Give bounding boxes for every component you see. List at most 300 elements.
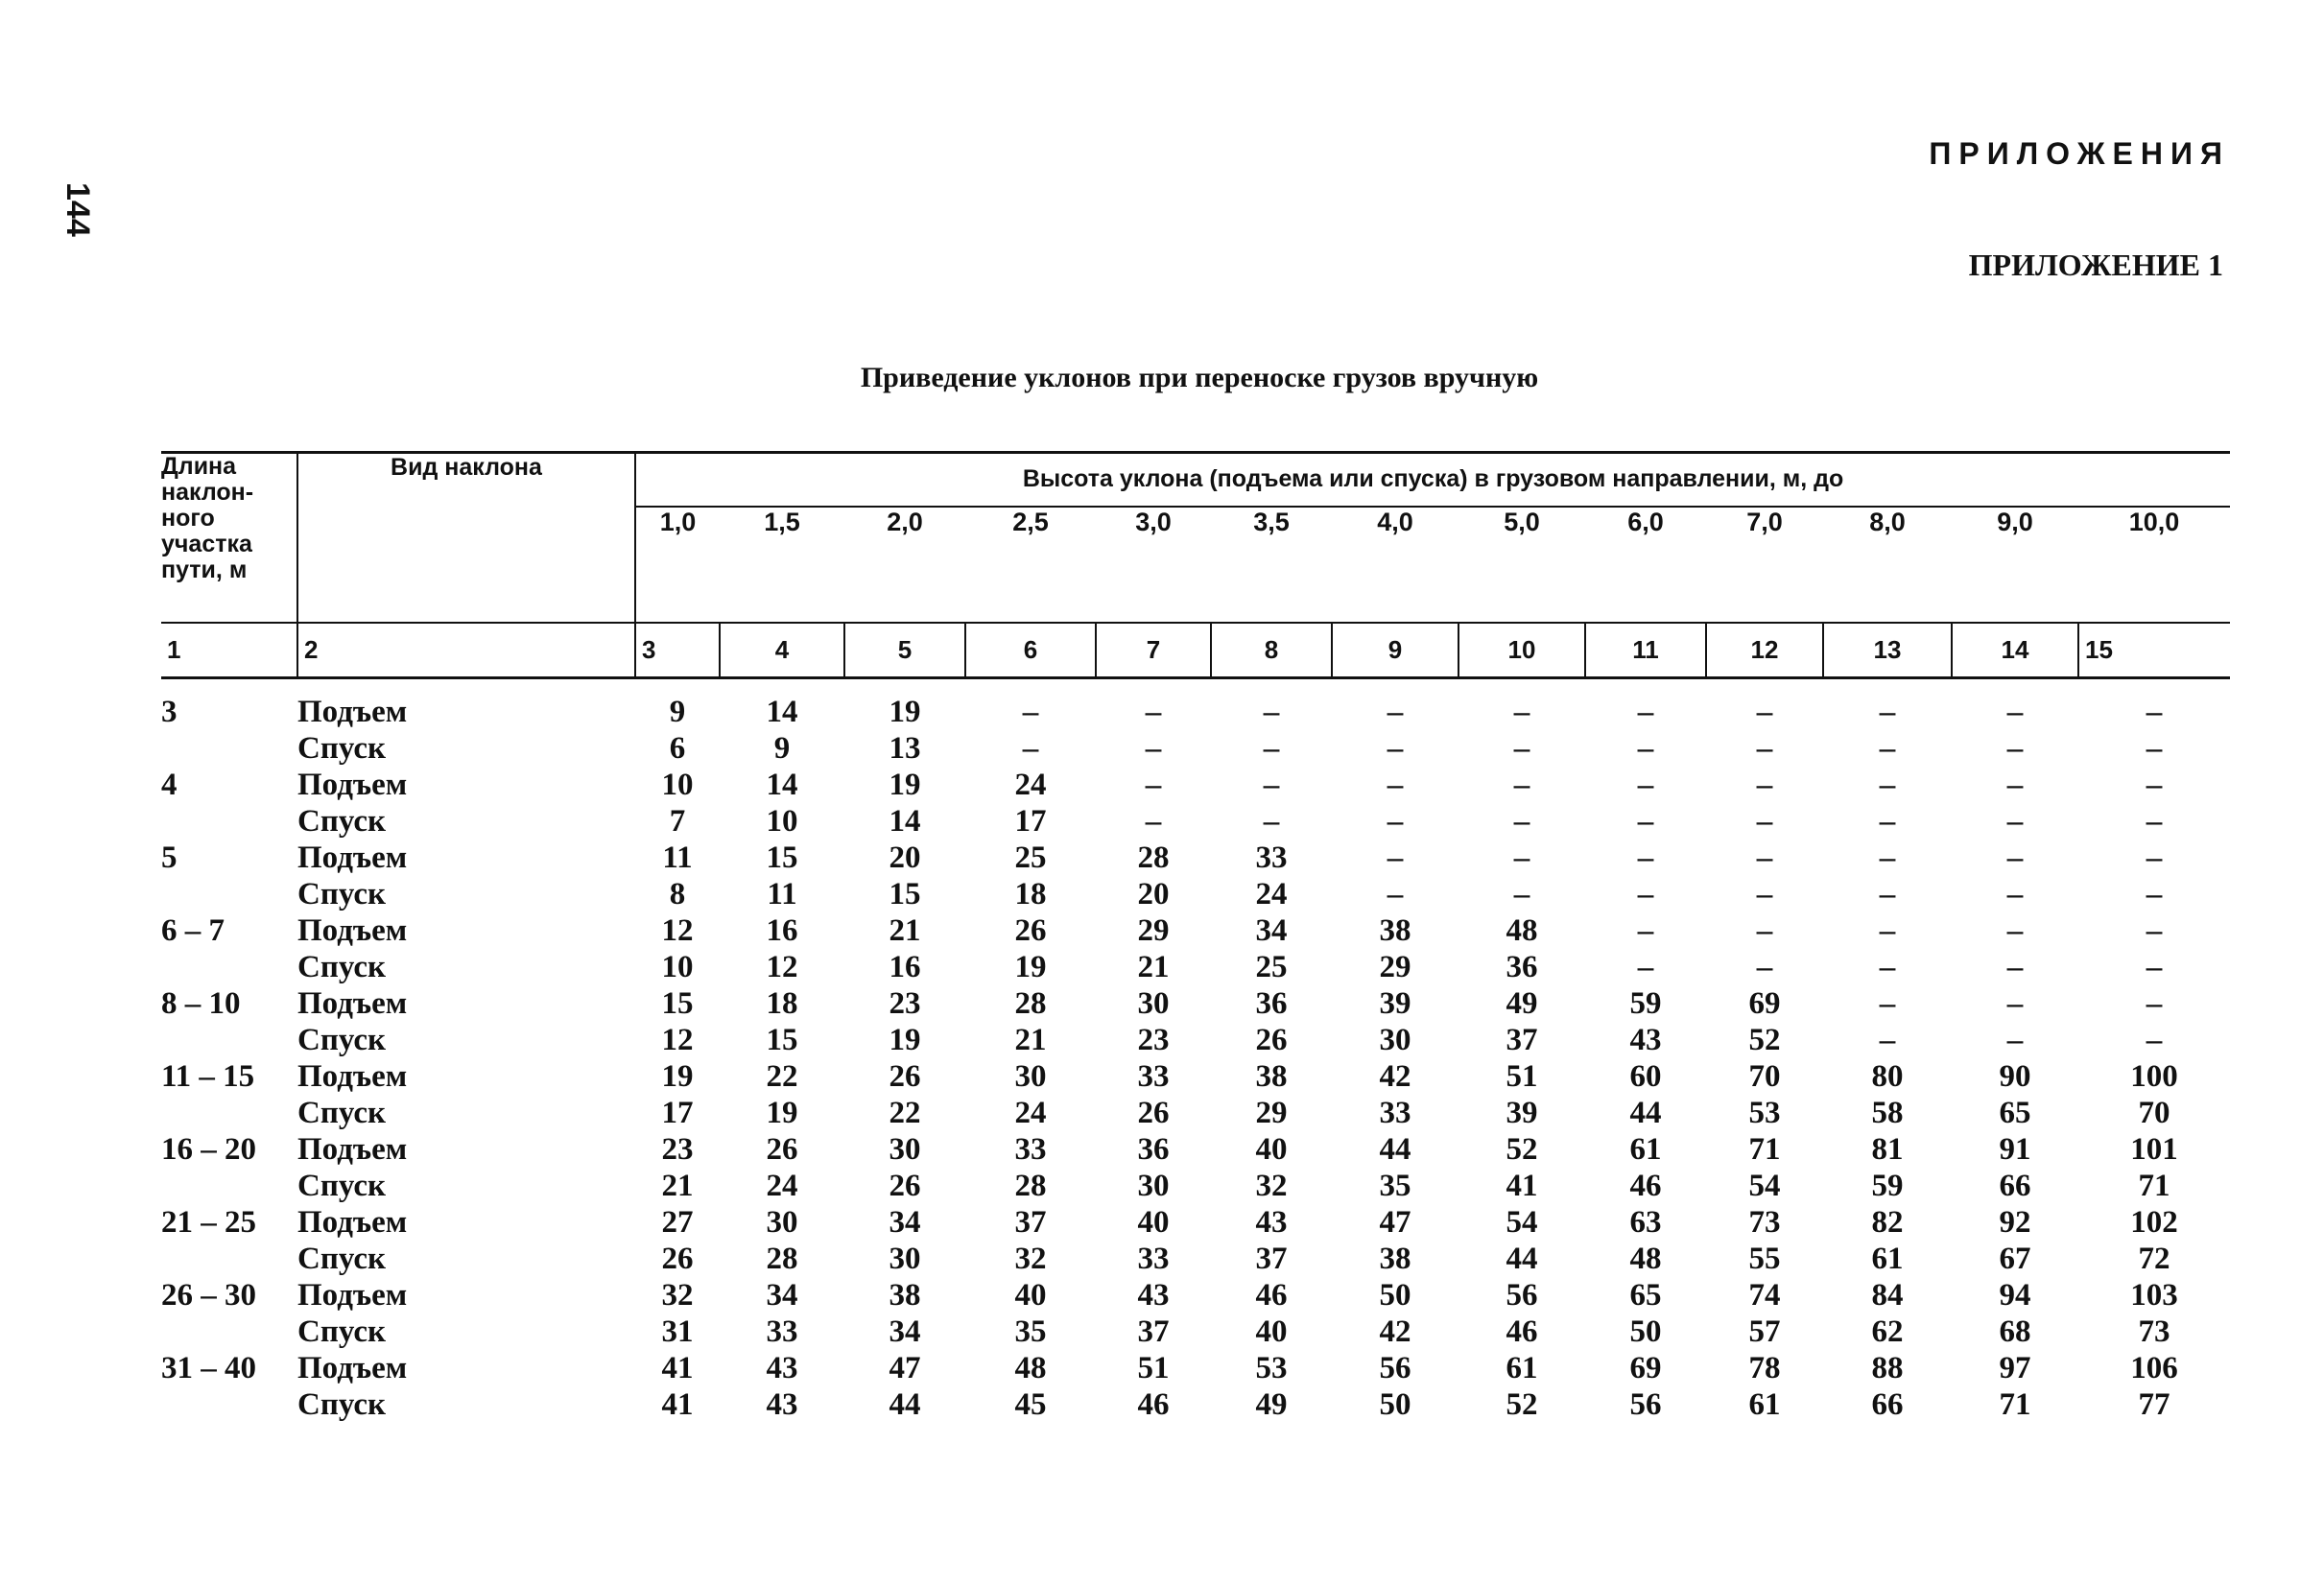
table-row [161, 985, 2230, 1022]
table-cell: 69 [1629, 1350, 1662, 1385]
row-slope-type: Спуск [297, 1386, 386, 1422]
table-cell: 61 [1871, 1241, 1904, 1276]
table-cell: 100 [2130, 1058, 2178, 1094]
table-cell: 103 [2130, 1277, 2178, 1313]
table-cell: – [1513, 840, 1530, 875]
table-cell: 19 [889, 767, 921, 802]
table-row [161, 767, 2230, 803]
table-cell: – [1263, 695, 1280, 729]
row-length [161, 730, 297, 767]
table-cell: 48 [1629, 1241, 1662, 1276]
table-cell: – [1879, 730, 1896, 766]
row-length: 6 – 7 [161, 912, 225, 948]
table-cell: 43 [766, 1386, 798, 1422]
table-cell: 50 [1379, 1277, 1411, 1313]
table-cell: 61 [1629, 1131, 1662, 1167]
table-cell: – [2146, 985, 2163, 1021]
table-cell: – [1387, 840, 1404, 875]
header-height-value: 1,0 [635, 507, 720, 623]
table-cell: 30 [889, 1241, 921, 1276]
table-cell: 33 [1014, 1131, 1047, 1167]
row-slope-type: Подъем [297, 912, 408, 948]
table-cell: 19 [889, 1022, 921, 1057]
table-cell: 55 [1748, 1241, 1781, 1276]
table-cell: – [1513, 803, 1530, 839]
table-cell: – [1513, 767, 1530, 802]
table-cell: – [1756, 912, 1773, 948]
table-cell: 25 [1255, 949, 1288, 984]
table-cell: – [2146, 695, 2163, 729]
column-number: 3 [635, 623, 720, 678]
table-cell: – [1263, 767, 1280, 802]
table-cell: 30 [1379, 1022, 1411, 1057]
table-cell: 16 [766, 912, 798, 948]
table-cell: 35 [1379, 1168, 1411, 1203]
table-cell: 97 [1999, 1350, 2031, 1385]
row-length [161, 1241, 297, 1277]
column-number: 5 [844, 623, 965, 678]
table-cell: 71 [1748, 1131, 1781, 1167]
table-cell: 72 [2138, 1241, 2170, 1276]
table-cell: 51 [1137, 1350, 1170, 1385]
table-cell: 33 [1137, 1241, 1170, 1276]
table-cell: 21 [661, 1168, 694, 1203]
table-cell: – [1879, 1022, 1896, 1057]
row-length [161, 949, 297, 985]
table-cell: 12 [661, 1022, 694, 1057]
table-cell: 47 [1379, 1204, 1411, 1240]
table-cell: – [2006, 912, 2024, 948]
table-cell: 15 [766, 840, 798, 875]
table-row [161, 1277, 2230, 1314]
table-cell: 52 [1506, 1386, 1538, 1422]
table-cell: 44 [889, 1386, 921, 1422]
table-cell: – [1022, 695, 1039, 729]
table-cell: 12 [661, 912, 694, 948]
table-cell: 41 [661, 1350, 694, 1385]
table-cell: 53 [1748, 1095, 1781, 1130]
table-cell: – [1879, 767, 1896, 802]
table-cell: – [2146, 730, 2163, 766]
table-cell: – [1879, 949, 1896, 984]
table-cell: – [1756, 730, 1773, 766]
header-height-value: 6,0 [1585, 507, 1706, 623]
table-cell: 27 [661, 1204, 694, 1240]
table-cell: 49 [1506, 985, 1538, 1021]
table-cell: 24 [1014, 767, 1047, 802]
slope-table [161, 451, 2230, 1423]
table-cell: 53 [1255, 1350, 1288, 1385]
table-cell: 44 [1379, 1131, 1411, 1167]
table-cell: 33 [1255, 840, 1288, 875]
table-cell: – [1637, 695, 1654, 729]
table-cell: 6 [669, 730, 686, 766]
table-cell: 18 [1014, 876, 1047, 911]
table-cell: 73 [1748, 1204, 1781, 1240]
row-slope-type: Спуск [297, 803, 386, 839]
table-cell: – [1387, 767, 1404, 802]
column-number: 11 [1585, 623, 1706, 678]
table-cell: 28 [1137, 840, 1170, 875]
header-height-value: 8,0 [1823, 507, 1952, 623]
table-cell: 54 [1748, 1168, 1781, 1203]
column-number: 10 [1458, 623, 1585, 678]
table-cell: 26 [889, 1058, 921, 1094]
table-row [161, 1168, 2230, 1204]
table-cell: 35 [1014, 1314, 1047, 1349]
table-cell: 26 [1014, 912, 1047, 948]
table-cell: – [1263, 803, 1280, 839]
row-slope-type: Спуск [297, 1241, 386, 1276]
table-cell: 43 [766, 1350, 798, 1385]
table-cell: 21 [1014, 1022, 1047, 1057]
row-length: 11 – 15 [161, 1058, 255, 1094]
table-cell: – [1513, 695, 1530, 729]
table-row [161, 1022, 2230, 1058]
table-cell: 32 [661, 1277, 694, 1313]
table-cell: – [1145, 730, 1162, 766]
table-cell: 10 [661, 949, 694, 984]
header-height-group: Высота уклона (подъема или спуска) в грузовом направлении, м, до [635, 453, 2230, 507]
table-cell: – [1387, 803, 1404, 839]
column-number: 6 [965, 623, 1096, 678]
table-cell: 69 [1748, 985, 1781, 1021]
row-length: 16 – 20 [161, 1131, 256, 1167]
table-cell: 59 [1871, 1168, 1904, 1203]
table-cell: 82 [1871, 1204, 1904, 1240]
table-cell: – [2146, 949, 2163, 984]
row-slope-type: Подъем [297, 1277, 408, 1313]
table-cell: 25 [1014, 840, 1047, 875]
table-cell: 23 [1137, 1022, 1170, 1057]
header-height-value: 2,5 [965, 507, 1096, 623]
table-cell: 58 [1871, 1095, 1904, 1130]
table-cell: 71 [1999, 1386, 2031, 1422]
table-cell: 54 [1506, 1204, 1538, 1240]
table-cell: 34 [1255, 912, 1288, 948]
table-cell: – [2006, 985, 2024, 1021]
table-cell: 31 [661, 1314, 694, 1349]
table-cell: 84 [1871, 1277, 1904, 1313]
table-row [161, 803, 2230, 840]
table-cell: – [2146, 803, 2163, 839]
table-cell: 15 [661, 985, 694, 1021]
table-cell: 40 [1255, 1314, 1288, 1349]
row-slope-type: Спуск [297, 1022, 386, 1057]
table-cell: 36 [1506, 949, 1538, 984]
row-length: 5 [161, 840, 178, 875]
table-cell: 60 [1629, 1058, 1662, 1094]
header-height-value: 1,5 [720, 507, 844, 623]
table-cell: – [2006, 1022, 2024, 1057]
column-number: 8 [1211, 623, 1332, 678]
header-height-value: 4,0 [1332, 507, 1458, 623]
table-cell: 30 [889, 1131, 921, 1167]
table-cell: 15 [766, 1022, 798, 1057]
table-cell: 47 [889, 1350, 921, 1385]
table-cell: 22 [766, 1058, 798, 1094]
header-height-value: 2,0 [844, 507, 965, 623]
table-cell: 49 [1255, 1386, 1288, 1422]
table-cell: 21 [889, 912, 921, 948]
header-slope-type: Вид наклона [297, 453, 635, 623]
table-cell: 38 [889, 1277, 921, 1313]
table-cell: – [1637, 730, 1654, 766]
row-length: 21 – 25 [161, 1204, 256, 1240]
table-row [161, 678, 2230, 731]
table-cell: 61 [1506, 1350, 1538, 1385]
table-cell: 19 [889, 695, 921, 729]
table-cell: 10 [661, 767, 694, 802]
table-cell: 24 [1014, 1095, 1047, 1130]
table-row [161, 1314, 2230, 1350]
table-cell: 40 [1137, 1204, 1170, 1240]
table-cell: – [2146, 1022, 2163, 1057]
table-cell: 17 [661, 1095, 694, 1130]
table-cell: 20 [1137, 876, 1170, 911]
row-slope-type: Спуск [297, 876, 386, 911]
table-cell: 19 [1014, 949, 1047, 984]
table-cell: 70 [1748, 1058, 1781, 1094]
table-cell: 77 [2138, 1386, 2170, 1422]
table-cell: 40 [1014, 1277, 1047, 1313]
table-row [161, 1386, 2230, 1423]
row-length [161, 1095, 297, 1131]
section-header: ПРИЛОЖЕНИЯ [1929, 136, 2230, 171]
table-cell: 73 [2138, 1314, 2170, 1349]
table-cell: – [1263, 730, 1280, 766]
row-slope-type: Подъем [297, 1131, 408, 1167]
column-number: 2 [297, 623, 635, 678]
table-cell: 34 [766, 1277, 798, 1313]
table-cell: 92 [1999, 1204, 2031, 1240]
row-length [161, 1314, 297, 1350]
table-row [161, 1095, 2230, 1131]
table-cell: 30 [1014, 1058, 1047, 1094]
table-cell: 46 [1506, 1314, 1538, 1349]
table-cell: 50 [1629, 1314, 1662, 1349]
table-cell: 42 [1379, 1058, 1411, 1094]
table-cell: 33 [766, 1314, 798, 1349]
table-cell: 30 [1137, 985, 1170, 1021]
table-cell: 50 [1379, 1386, 1411, 1422]
table-cell: – [1879, 912, 1896, 948]
table-cell: 43 [1137, 1277, 1170, 1313]
table-cell: 46 [1137, 1386, 1170, 1422]
row-slope-type: Подъем [297, 1350, 408, 1385]
table-cell: 56 [1379, 1350, 1411, 1385]
table-cell: 43 [1255, 1204, 1288, 1240]
table-cell: 38 [1379, 912, 1411, 948]
table-cell: 32 [1255, 1168, 1288, 1203]
table-cell: – [2146, 876, 2163, 911]
table-row [161, 730, 2230, 767]
table-cell: – [1637, 803, 1654, 839]
table-cell: 28 [1014, 1168, 1047, 1203]
row-slope-type: Подъем [297, 1058, 408, 1094]
table-cell: 41 [1506, 1168, 1538, 1203]
table-cell: – [1387, 730, 1404, 766]
table-cell: 62 [1871, 1314, 1904, 1349]
table-cell: – [1145, 803, 1162, 839]
table-cell: – [1879, 985, 1896, 1021]
table-body [161, 678, 2230, 1424]
table-cell: – [2006, 840, 2024, 875]
table-cell: – [1879, 695, 1896, 729]
table-cell: 24 [766, 1168, 798, 1203]
row-length: 4 [161, 767, 178, 802]
table-cell: 10 [766, 803, 798, 839]
table-cell: 29 [1137, 912, 1170, 948]
column-number: 12 [1706, 623, 1823, 678]
table-cell: 39 [1506, 1095, 1538, 1130]
column-number: 15 [2078, 623, 2230, 678]
table-cell: 7 [669, 803, 686, 839]
table-cell: 29 [1255, 1095, 1288, 1130]
table-row [161, 1058, 2230, 1095]
table-cell: 56 [1506, 1277, 1538, 1313]
table-cell: – [1637, 767, 1654, 802]
table-cell: 71 [2138, 1168, 2170, 1203]
table-cell: – [1756, 876, 1773, 911]
document-title: Приведение уклонов при переноске грузов вручную [860, 362, 1539, 393]
header-length: Длина наклон-ного участка пути, м [161, 453, 297, 623]
table-cell: 17 [1014, 803, 1047, 839]
table-cell: 23 [889, 985, 921, 1021]
table-cell: 20 [889, 840, 921, 875]
table-cell: 70 [2138, 1095, 2170, 1130]
table-cell: – [1145, 695, 1162, 729]
table-row [161, 1204, 2230, 1241]
table-cell: – [1637, 876, 1654, 911]
table-cell: 42 [1379, 1314, 1411, 1349]
table-cell: 65 [1629, 1277, 1662, 1313]
row-length: 31 – 40 [161, 1350, 256, 1385]
table-cell: 61 [1748, 1386, 1781, 1422]
table-cell: – [1756, 840, 1773, 875]
column-number: 7 [1096, 623, 1211, 678]
table-cell: – [1022, 730, 1039, 766]
table-cell: 44 [1629, 1095, 1662, 1130]
table-cell: – [2006, 730, 2024, 766]
table-cell: 12 [766, 949, 798, 984]
row-length [161, 876, 297, 912]
table-cell: – [1879, 876, 1896, 911]
table-cell: 38 [1379, 1241, 1411, 1276]
table-cell: 26 [766, 1131, 798, 1167]
table-cell: – [1756, 949, 1773, 984]
table-cell: 30 [1137, 1168, 1170, 1203]
header-height-value: 3,0 [1096, 507, 1211, 623]
table-cell: 23 [661, 1131, 694, 1167]
table-cell: 88 [1871, 1350, 1904, 1385]
row-length: 26 – 30 [161, 1277, 256, 1313]
table-cell: – [1879, 803, 1896, 839]
table-row [161, 1131, 2230, 1168]
table-cell: 59 [1629, 985, 1662, 1021]
table-cell: 13 [889, 730, 921, 766]
table-cell: – [1756, 695, 1773, 729]
table-cell: 14 [766, 767, 798, 802]
table-row [161, 840, 2230, 876]
table-cell: 9 [773, 730, 791, 766]
table-cell: 33 [1379, 1095, 1411, 1130]
table-cell: 8 [669, 876, 686, 911]
table-cell: 37 [1255, 1241, 1288, 1276]
table-cell: – [2006, 949, 2024, 984]
header-height-value: 7,0 [1706, 507, 1823, 623]
table-cell: 26 [661, 1241, 694, 1276]
column-number: 1 [161, 623, 297, 678]
table-cell: 28 [1014, 985, 1047, 1021]
row-length [161, 1168, 297, 1204]
table-cell: – [2006, 803, 2024, 839]
table-cell: 29 [1379, 949, 1411, 984]
table-cell: – [1513, 730, 1530, 766]
table-cell: 67 [1999, 1241, 2031, 1276]
page-number: 144 [59, 182, 96, 237]
table-cell: 37 [1506, 1022, 1538, 1057]
table-cell: 37 [1014, 1204, 1047, 1240]
table-cell: 39 [1379, 985, 1411, 1021]
table-cell: 45 [1014, 1386, 1047, 1422]
table-cell: 40 [1255, 1131, 1288, 1167]
table-cell: 26 [1255, 1022, 1288, 1057]
table-row [161, 876, 2230, 912]
table-cell: – [1513, 876, 1530, 911]
table-cell: 80 [1871, 1058, 1904, 1094]
table-cell: 41 [661, 1386, 694, 1422]
table-cell: 38 [1255, 1058, 1288, 1094]
table-cell: 36 [1255, 985, 1288, 1021]
table-cell: 21 [1137, 949, 1170, 984]
row-length [161, 1386, 297, 1423]
table-cell: 34 [889, 1204, 921, 1240]
row-length [161, 1022, 297, 1058]
table-cell: 34 [889, 1314, 921, 1349]
table-cell: – [2146, 840, 2163, 875]
column-number: 14 [1952, 623, 2078, 678]
table-cell: – [2146, 767, 2163, 802]
table-cell: 46 [1629, 1168, 1662, 1203]
table-cell: 30 [766, 1204, 798, 1240]
row-slope-type: Спуск [297, 1095, 386, 1130]
table-cell: – [1637, 949, 1654, 984]
table-cell: 28 [766, 1241, 798, 1276]
table-cell: 94 [1999, 1277, 2031, 1313]
table-cell: 19 [661, 1058, 694, 1094]
table-cell: 11 [767, 876, 797, 911]
table-cell: 14 [766, 695, 798, 729]
header-height-value: 10,0 [2078, 507, 2230, 623]
table-cell: 46 [1255, 1277, 1288, 1313]
table-cell: – [1879, 840, 1896, 875]
table-cell: 51 [1506, 1058, 1538, 1094]
table-cell: 44 [1506, 1241, 1538, 1276]
table-cell: 37 [1137, 1314, 1170, 1349]
table-cell: – [1637, 840, 1654, 875]
table-cell: 65 [1999, 1095, 2031, 1130]
table-cell: 36 [1137, 1131, 1170, 1167]
table-cell: – [2006, 767, 2024, 802]
table-cell: 56 [1629, 1386, 1662, 1422]
table-cell: – [2006, 695, 2024, 729]
table-cell: – [1756, 767, 1773, 802]
table-cell: 63 [1629, 1204, 1662, 1240]
table-cell: 26 [889, 1168, 921, 1203]
table-cell: 52 [1506, 1131, 1538, 1167]
table-cell: 18 [766, 985, 798, 1021]
